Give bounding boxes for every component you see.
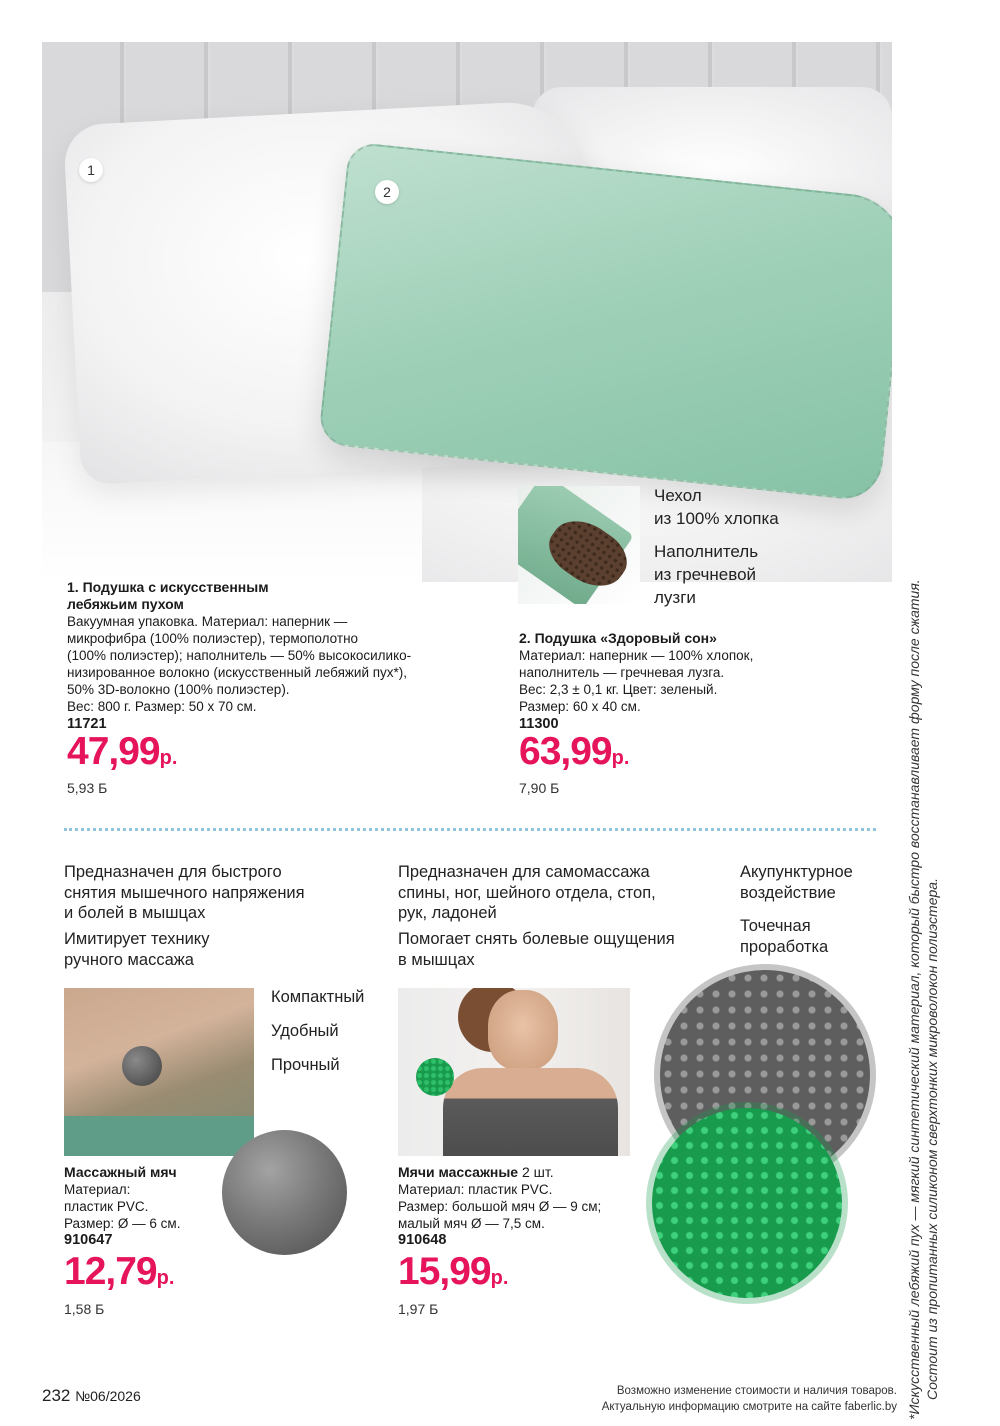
product-massage-ball <box>64 1164 234 1317</box>
product-marker-1: 1 <box>79 158 103 182</box>
feature-compact: Компактный <box>271 988 365 1006</box>
product-code: 910647 <box>64 1232 113 1248</box>
head <box>488 990 558 1070</box>
feature-point-work: Точечная проработка <box>740 917 829 956</box>
product-marker-2: 2 <box>375 180 399 204</box>
feature-durable: Прочный <box>271 1056 340 1074</box>
product-points: 7,90 Б <box>519 780 560 796</box>
callout-cover: Чехол из 100% хлопка <box>654 486 779 528</box>
massage-ball-benefit-2: Имитирует технику ручного массажа <box>64 930 210 969</box>
product-title: 2. Подушка «Здоровый сон» <box>519 630 717 646</box>
product-code: 11721 <box>67 716 107 732</box>
product-description: Вакуумная упаковка. Материал: наперник — микрофибра (100% полиэстер), термополотно (100% полиэстер); наполнитель — 50% высокосилико- низированное волокно (искусственный лебяжий пух*), 50% 3D-волокно (100% полиэстер). Вес: 800 г. Размер: 50 х 70 см. <box>67 614 412 714</box>
green-spiky-ball-image <box>652 1108 842 1298</box>
body <box>443 1068 618 1156</box>
product-description: Материал: пластик PVC. Размер: Ø — 6 см. <box>64 1182 181 1231</box>
page-number: 232 №06/2026 <box>42 1386 141 1405</box>
product-points: 1,58 Б <box>64 1301 105 1317</box>
product-code: 11300 <box>519 716 559 732</box>
green-ball-in-use <box>416 1058 454 1096</box>
massage-balls-benefit-1: Предназначен для самомассажа спины, ног, шейного отдела, стоп, рук, ладоней <box>398 863 656 922</box>
product-price: 63,99р. <box>519 730 630 773</box>
product-description: Материал: пластик PVC. Размер: большой мяч Ø — 9 см; малый мяч Ø — 7,5 см. <box>398 1182 602 1231</box>
massage-ball-benefit-1: Предназначен для быстрого снятия мышечного напряжения и болей в мышцах <box>64 863 305 922</box>
footnote-vertical: *Искусственный лебяжий пух — мягкий синтетический материал, который быстро восстанавливает форму после сжатия. Состоит из пропитанных силиконом сверхтонких микроволокон полиэстера. <box>906 579 940 1420</box>
feature-acupuncture: Акупунктурное воздействие <box>740 863 853 902</box>
product-title: 1. Подушка с искусственным лебяжьим пухом <box>67 579 269 612</box>
gray-ball-in-use <box>122 1046 162 1086</box>
section-divider <box>64 828 876 831</box>
yoga-mat <box>64 1116 254 1156</box>
gray-massage-ball-image <box>222 1130 347 1255</box>
massage-balls-benefit-2: Помогает снять болевые ощущения в мышцах <box>398 930 675 969</box>
product-title: Мячи массажные 2 шт. <box>398 1164 554 1180</box>
feature-convenient: Удобный <box>271 1022 339 1040</box>
product-price: 47,99р. <box>67 730 178 773</box>
product-code: 910648 <box>398 1232 447 1248</box>
callout-filling: Наполнитель из гречневой лузги <box>654 542 759 607</box>
buckwheat-inset-image <box>518 486 640 604</box>
product-description: Материал: наперник — 100% хлопок, наполнитель — гречневая лузга. Вес: 2,3 ± 0,1 кг. Цвет: зеленый. Размер: 60 х 40 см. <box>519 648 754 714</box>
massage-balls-usage-photo <box>398 988 630 1156</box>
product-title: Массажный мяч <box>64 1164 177 1180</box>
massage-ball-usage-photo <box>64 988 254 1156</box>
product-points: 5,93 Б <box>67 780 108 796</box>
product-price: 15,99р. <box>398 1250 509 1293</box>
product-healthy-sleep-pillow <box>519 630 819 796</box>
green-pillow <box>318 141 892 502</box>
product-points: 1,97 Б <box>398 1301 439 1317</box>
product-massage-balls <box>398 1164 648 1317</box>
product-swan-pillow <box>67 579 507 796</box>
availability-note: Возможно изменение стоимости и наличия товаров. Актуальную информацию смотрите на сайте faberlic.by <box>601 1385 897 1413</box>
product-price: 12,79р. <box>64 1250 175 1293</box>
